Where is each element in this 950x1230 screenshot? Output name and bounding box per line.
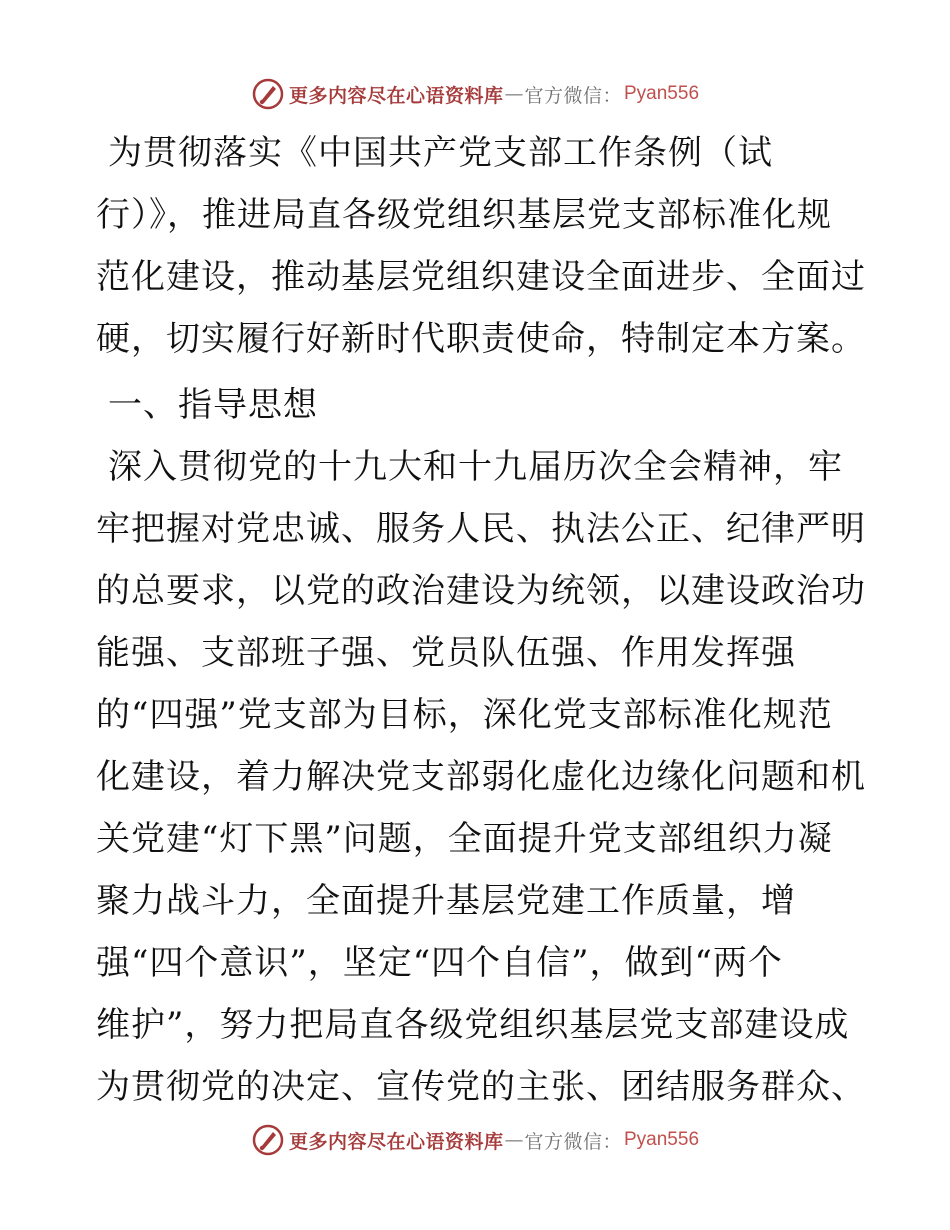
paragraph-line: 行）》，推进局直各级党组织基层党支部标准化规	[96, 195, 832, 235]
banner-sub-text: 官方微信：	[524, 84, 622, 107]
paragraph-line: 为贯彻党的决定、宣传党的主张、团结服务群众、	[96, 1067, 866, 1107]
paragraph-line: 聚力战斗力，全面提升基层党建工作质量，增	[96, 881, 796, 921]
document-body	[96, 122, 866, 1118]
quill-logo-icon	[251, 1123, 285, 1157]
paragraph-line: 深入贯彻党的十九大和十九届历次全会精神，牢	[108, 447, 843, 487]
paragraph-line: 能强、支部班子强、党员队伍强、作用发挥强	[96, 633, 796, 673]
paragraph-line: 为贯彻落实《中国共产党支部工作条例（试	[108, 133, 773, 173]
paragraph-line: 硬，切实履行好新时代职责使命，特制定本方案。	[96, 319, 866, 359]
section-heading: 一、指导思想	[108, 385, 318, 425]
banner-separator: —	[504, 83, 524, 105]
paragraph-line: 关党建“灯下黑”问题，全面提升党支部组织力凝	[96, 819, 833, 859]
paragraph-line: 范化建设，推动基层党组织建设全面进步、全面过	[96, 257, 866, 297]
paragraph-line: 的总要求，以党的政治建设为统领，以建设政治功	[96, 571, 866, 611]
banner-main-text: 更多内容尽在心语资料库	[288, 1130, 504, 1153]
footer-watermark-banner	[0, 1118, 950, 1162]
paragraph-line: 化建设，着力解决党支部弱化虚化边缘化问题和机	[96, 757, 866, 797]
banner-sub-text: 官方微信：	[524, 1130, 622, 1153]
quill-logo-icon	[251, 77, 285, 111]
banner-separator: —	[504, 1129, 524, 1151]
paragraph-line: 强“四个意识”，坚定“四个自信”，做到“两个	[96, 943, 783, 983]
paragraph-line: 的“四强”党支部为目标，深化党支部标准化规范	[96, 695, 833, 735]
banner-wechat-id: Pyan556	[624, 1129, 700, 1150]
banner-main-text: 更多内容尽在心语资料库	[288, 84, 504, 107]
banner-wechat-id: Pyan556	[624, 83, 700, 104]
paragraph-line: 牢把握对党忠诚、服务人民、执法公正、纪律严明	[96, 509, 866, 549]
header-watermark-banner	[0, 72, 950, 116]
paragraph-line: 维护”，努力把局直各级党组织基层党支部建设成	[96, 1005, 850, 1045]
